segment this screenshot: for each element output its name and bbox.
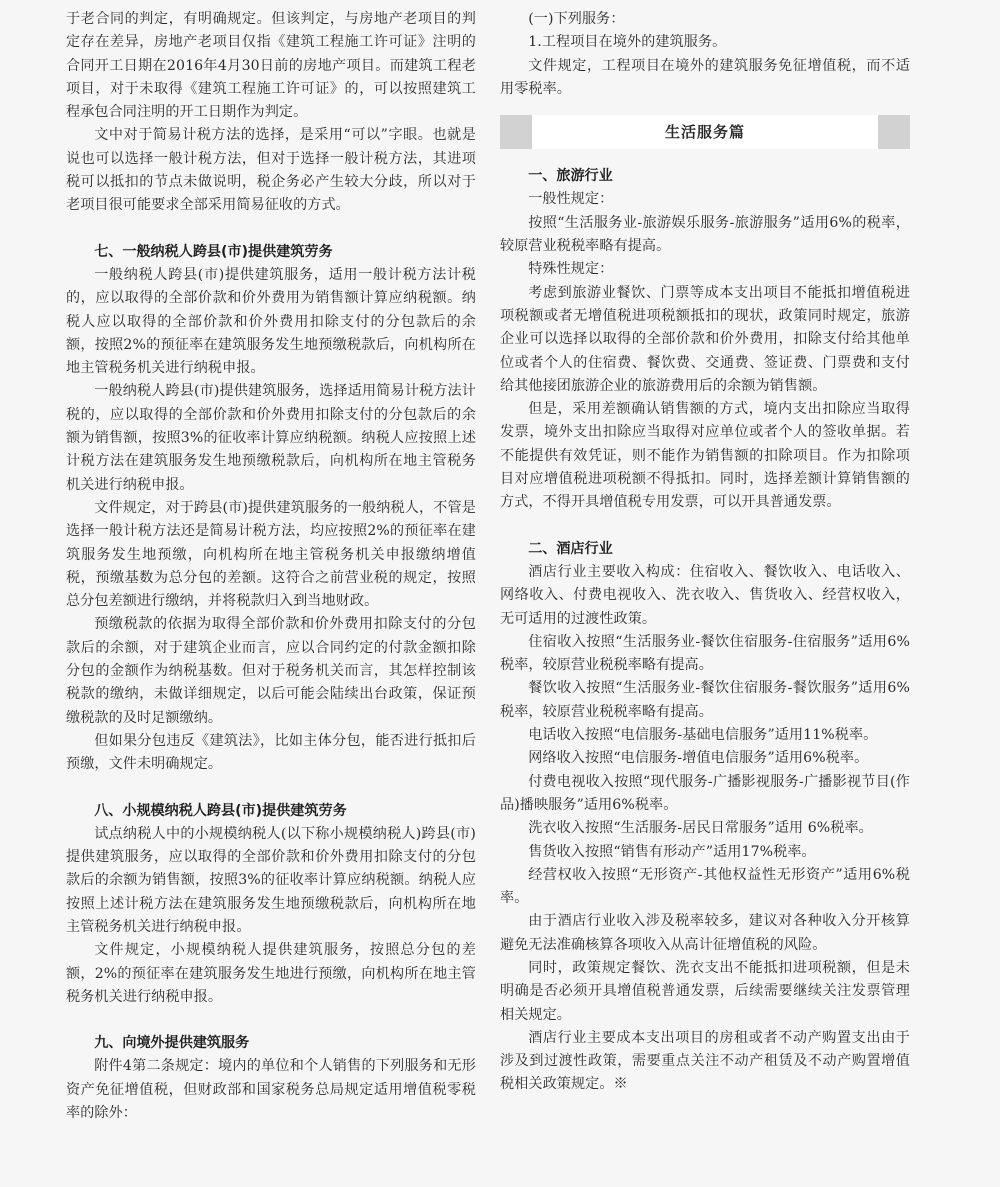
paragraph: 附件4第二条规定：境内的单位和个人销售的下列服务和无形资产免征增值税，但财政部和国家税务总局规定适用增值税零税率的除外： xyxy=(66,1058,476,1122)
paragraph: 同时，政策规定餐饮、洗衣支出不能抵扣进项税额，但是未明确是否必须开具增值税普通发票，后续需要继续关注发票管理相关规定。 xyxy=(500,959,910,1023)
section-banner xyxy=(500,115,910,149)
paragraph: 1.工程项目在境外的建筑服务。 xyxy=(528,34,727,51)
paragraph: 付费电视收入按照“现代服务-广播影视服务-广播影视节目(作品)播映服务”适用6%税率。 xyxy=(500,773,910,813)
paragraph: 但如果分包违反《建筑法》，比如主体分包，能否进行抵扣后预缴，文件未明确规定。 xyxy=(66,732,476,773)
paragraph: 文件规定，对于跨县(市)提供建筑服务的一般纳税人，不管是选择一般计税方法还是简易计税方法，均应按照2%的预征率在建筑服务发生地预缴，向机构所在地主管税务机关申报缴纳增值税，预缴基数为总分包的差额。这符合之前营业税的规定，按照总分包差额进行缴纳，并将税款归入到当地财政。 xyxy=(66,499,476,610)
paragraph: 但是，采用差额确认销售额的方式，境内支出扣除应当取得发票，境外支出扣除应当取得对应单位或者个人的签收单据。若不能提供有效凭证，则不能作为销售额的扣除项目。作为扣除项目对应增值税进项税额不得抵扣。同时，选择差额计算销售额的方式，不得开具增值税专用发票，可以开具普通发票。 xyxy=(500,401,910,511)
paragraph: (一)下列服务： xyxy=(528,11,625,27)
section-heading-tourism: 一、旅游行业 xyxy=(528,168,613,185)
paragraph: 由于酒店行业收入涉及税率较多，建议对各种收入分开核算避免无法准确核算各项收入从高计征增值税的风险。 xyxy=(500,913,910,953)
paragraph: 洗衣收入按照“生活服务-居民日常服务”适用 6%税率。 xyxy=(528,820,873,837)
paragraph: 文件规定，小规模纳税人提供建筑服务，按照总分包的差额，2%的预征率在建筑服务发生地进行预缴，向机构所在地主管税务机关进行纳税申报。 xyxy=(66,942,476,1005)
paragraph: 试点纳税人中的小规模纳税人(以下称小规模纳税人)跨县(市)提供建筑服务，应以取得的全部价款和价外费用扣除支付的分包款后的余额为销售额，按照3%的征收率计算应纳税额。纳税人应按照上述计税方法在建筑服务发生地预缴税款后，向机构所在地主管税务机关进行纳税申报。 xyxy=(66,825,476,935)
section-heading-8: 八、小规模纳税人跨县(市)提供建筑劳务 xyxy=(94,802,347,819)
paragraph: 考虑到旅游业餐饮、门票等成本支出项目不能抵扣增值税进项税额或者无增值税进项税额抵扣的现状，政策同时规定，旅游企业可以选择以取得的全部价款和价外费用，扣除支付给其他单位或者个人的住宿费、餐饮费、交通费、签证费、门票费和支付给其他接团旅游企业的旅游费用后的余额为销售额。 xyxy=(500,284,910,394)
subheading-special: 特殊性规定： xyxy=(528,261,614,278)
paragraph: 预缴税款的依据为取得全部价款和价外费用扣除支付的分包款后的余额，对于建筑企业而言，应以合同约定的付款金额扣除分包的金额作为纳税基数。但对于税务机关而言，其怎样控制该税款的缴纳，未做详细规定，以后可能会陆续出台政策，保证预缴税款的及时足额缴纳。 xyxy=(66,616,476,726)
paragraph: 经营权收入按照“无形资产-其他权益性无形资产”适用6%税率。 xyxy=(500,866,910,907)
banner-title: 生活服务篇 xyxy=(664,123,745,142)
paragraph: 网络收入按照“电信服务-增值电信服务”适用6%税率。 xyxy=(528,750,869,767)
section-heading-7: 七、一般纳税人跨县(市)提供建筑劳务 xyxy=(94,243,333,260)
paragraph: 一般纳税人跨县(市)提供建筑服务，选择适用简易计税方法计税的，应以取得的全部价款和价外费用扣除支付的分包款后的余额为销售额，按照3%的征收率计算应纳税额。纳税人应按照上述计税方法在建筑服务发生地预缴税款后，向机构所在地主管税务机关进行纳税申报。 xyxy=(66,383,476,493)
paragraph: 电话收入按照“电信服务-基础电信服务”适用11%税率。 xyxy=(528,727,878,744)
paragraph: 酒店行业主要收入构成：住宿收入、餐饮收入、电话收入、网络收入、付费电视收入、洗衣收入、售货收入、经营权收入，无可适用的过渡性政策。 xyxy=(500,563,910,627)
paragraph: 文中对于简易计税方法的选择，是采用“可以”字眼。也就是说也可以选择一般计税方法，但对于选择一般计税方法，其进项税可以抵扣的节点未做说明，税企务必产生较大分歧，所以对于老项目很可能要求全部采用简易征收的方式。 xyxy=(66,127,476,214)
paragraph: 一般纳税人跨县(市)提供建筑服务，适用一般计税方法计税的，应以取得的全部价款和价外费用为销售额计算应纳税额。纳税人应以取得的全部价款和价外费用扣除支付的分包款后的余额，按照2%的预征率在建筑服务发生地预缴税款后，向机构所在地主管税务机关进行纳税申报。 xyxy=(66,266,476,377)
section-heading-9: 九、向境外提供建筑服务 xyxy=(94,1035,250,1052)
paragraph: 住宿收入按照“生活服务业-餐饮住宿服务-住宿服务”适用6%税率，较原营业税税率略有提高。 xyxy=(500,633,910,674)
paragraph: 酒店行业主要成本支出项目的房租或者不动产购置支出由于涉及到过渡性政策，需要重点关注不动产租赁及不动产购置增值税相关政策规定。※ xyxy=(500,1029,910,1093)
paragraph: 餐饮收入按照“生活服务业-餐饮住宿服务-餐饮服务”适用6%税率，较原营业税税率略有提高。 xyxy=(500,680,910,720)
left-column xyxy=(66,8,476,1125)
paragraph: 按照“生活服务业-旅游娱乐服务-旅游服务”适用6%的税率，较原营业税税率略有提高。 xyxy=(500,214,910,255)
subheading-general: 一般性规定： xyxy=(528,191,614,208)
banner-block-right xyxy=(878,115,910,149)
paragraph: 售货收入按照“销售有形动产”适用17%税率。 xyxy=(528,843,816,860)
paragraph: 于老合同的判定，有明确规定。但该判定，与房地产老项目的判定存在差异，房地产老项目仅指《建筑工程施工许可证》注明的合同开工日期在2016年4月30日前的房地产项目。而建筑工程老项目，对于未取得《建筑工程施工许可证》的，可以按照建筑工程承包合同注明的开工日期作为判定。 xyxy=(66,11,476,121)
paragraph: 文件规定，工程项目在境外的建筑服务免征增值税，而不适用零税率。 xyxy=(500,57,910,97)
section-heading-hotel: 二、酒店行业 xyxy=(528,540,613,557)
right-column xyxy=(500,8,910,1097)
